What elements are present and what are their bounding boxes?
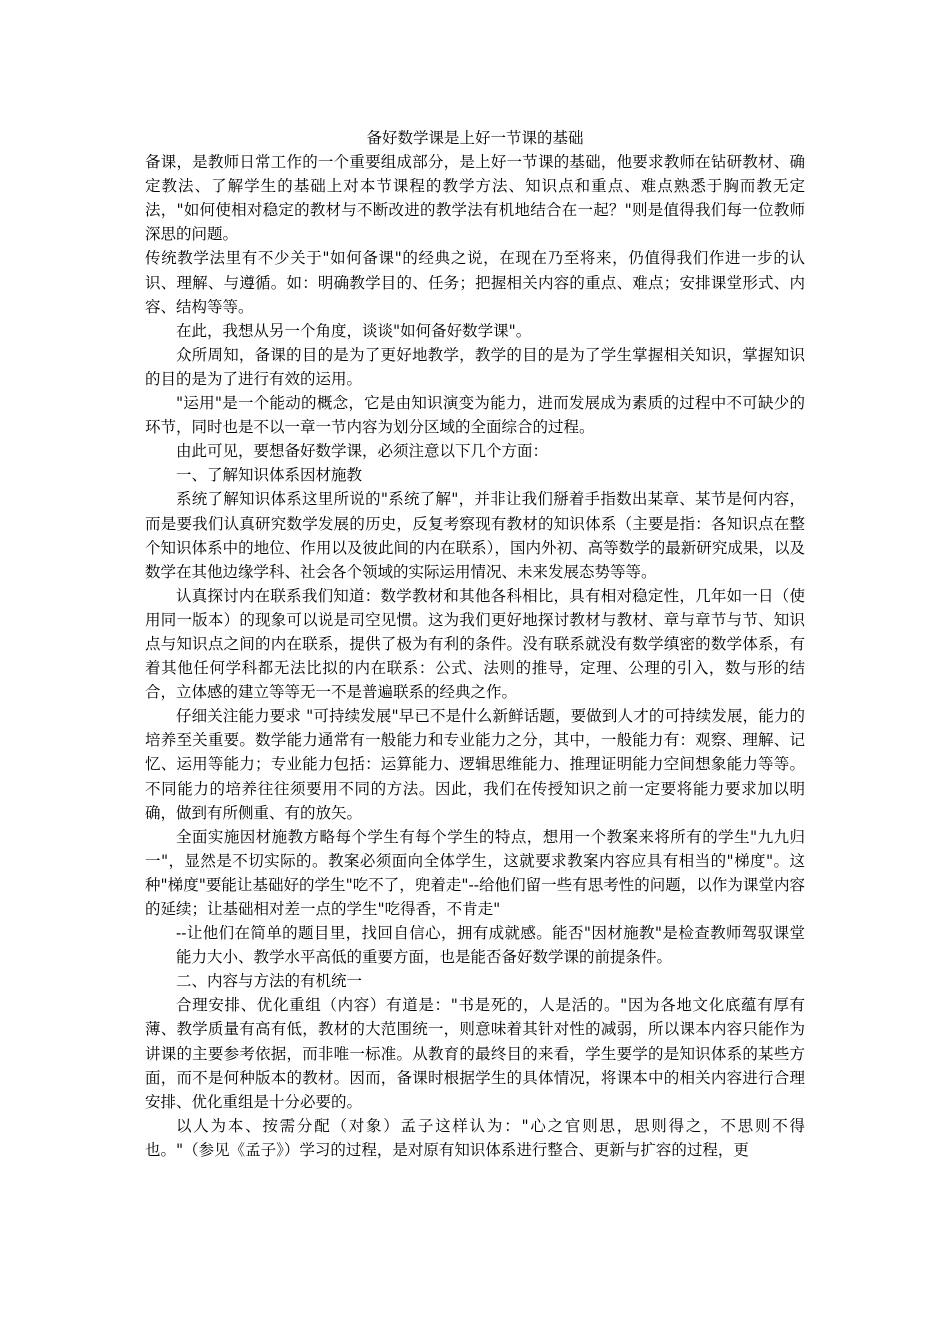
paragraph-8: 认真探讨内在联系我们知道：数学教材和其他各科相比，具有相对稳定性，几年如一日（使用同一版本）的现象可以说是司空见惯。这为我们更好地探讨教材与教材、章与章节与节、知识点与知识点之间的内在联系，提供了极为有利的条件。没有联系就没有数学缜密的数学体系，有着其他任何学科都无法比拟的内在联系：公式、法则的推导，定理、公理的引入，数与形的结合，立体感的建立等等无一不是普遍联系的经典之作。 <box>145 586 805 702</box>
paragraph-7: 系统了解知识体系这里所说的"系统了解"，并非让我们掰着手指数出某章、某节是何内容，而是要我们认真研究数学发展的历史，反复考察现有教材的知识体系（主要是指：各知识点在整个知识体系中的地位、作用以及彼此间的内在联系），国内外初、高等数学的最新研究成果，以及数学在其他边缘学科、社会各个领域的实际运用情况、未来发展态势等等。 <box>145 490 805 581</box>
paragraph-3: 在此，我想从另一个角度，谈谈"如何备好数学课"。 <box>176 321 532 340</box>
paragraph-9: 仔细关注能力要求 "可持续发展"早已不是什么新鲜话题，要做到人才的可持续发展，能力的培养至关重要。数学能力通常有一般能力和专业能力之分，其中，一般能力有：观察、理解、记忆、运用等能力；专业能力包括：运算能力、逻辑思维能力、推理证明能力空间想象能力等等。不同能力的培养往往须要用不同的方法。因此，我们在传授知识之前一定要将能力要求加以明确，做到有所侧重、有的放矢。 <box>145 707 805 822</box>
paragraph-4: 众所周知，备课的目的是为了更好地教学，教学的目的是为了学生掌握相关知识，掌握知识的目的是为了进行有效的运用。 <box>145 345 805 388</box>
paragraph-5: "运用"是一个能动的概念，它是由知识演变为能力，进而发展成为素质的过程中不可缺少的环节，同时也是不以一章一节内容为划分区域的全面综合的过程。 <box>145 394 805 437</box>
section-heading-1: 一、了解知识体系因材施教 <box>176 466 363 485</box>
section-heading-2: 二、内容与方法的有机统一 <box>176 972 363 991</box>
paragraph-6: 由此可见，要想备好数学课，必须注意以下几个方面： <box>176 442 549 461</box>
document-body <box>145 126 805 1162</box>
paragraph-13: 以人为本、按需分配（对象）孟子这样认为："心之官则思，思则得之，不思则不得也。"（参见《孟子》）学习的过程，是对原有知识体系进行整合、更新与扩容的过程，更 <box>145 1116 805 1159</box>
paragraph-2: 传统教学法里有不少关于"如何备课"的经典之说，在现在乃至将来，仍值得我们作进一步的认识、理解、与遵循。如：明确教学目的、任务；把握相关内容的重点、难点；安排课堂形式、内容、结构等等。 <box>145 249 805 316</box>
paragraph-10: 全面实施因材施教方略每个学生有每个学生的特点，想用一个教案来将所有的学生"九九归一"，显然是不切实际的。教案必须面向全体学生，这就要求教案内容应具有相当的"梯度"。这种"梯度"要能让基础好的学生"吃不了，兜着走"--给他们留一些有思考性的问题，以作为课堂内容的延续；让基础相对差一点的学生"吃得香，不肯走" <box>145 827 805 918</box>
paragraph-12: 合理安排、优化重组（内容）有道是："书是死的，人是活的。"因为各地文化底蕴有厚有薄、教学质量有高有低，教材的大范围统一，则意味着其针对性的减弱，所以课本内容只能作为讲课的主要参考依据，而非唯一标准。从教育的最终目的来看，学生要学的是知识体系的某些方面，而不是何种版本的教材。因而，备课时根据学生的具体情况，将课本中的相关内容进行合理安排、优化重组是十分必要的。 <box>145 996 805 1111</box>
document-title: 备好数学课是上好一节课的基础 <box>366 129 584 147</box>
paragraph-1: 备课，是教师日常工作的一个重要组成部分，是上好一节课的基础，他要求教师在钻研教材、确定教法、了解学生的基础上对本节课程的教学方法、知识点和重点、难点熟悉于胸而教无定法，"如何使相对稳定的教材与不断改进的教学法有机地结合在一起？"则是值得我们每一位教师深思的问题。 <box>145 153 805 244</box>
paragraph-11: --让他们在简单的题目里，找回自信心，拥有成就感。能否"因材施教"是检查教师驾驭课堂能力大小、教学水平高低的重要方面，也是能否备好数学课的前提条件。 <box>176 924 805 967</box>
